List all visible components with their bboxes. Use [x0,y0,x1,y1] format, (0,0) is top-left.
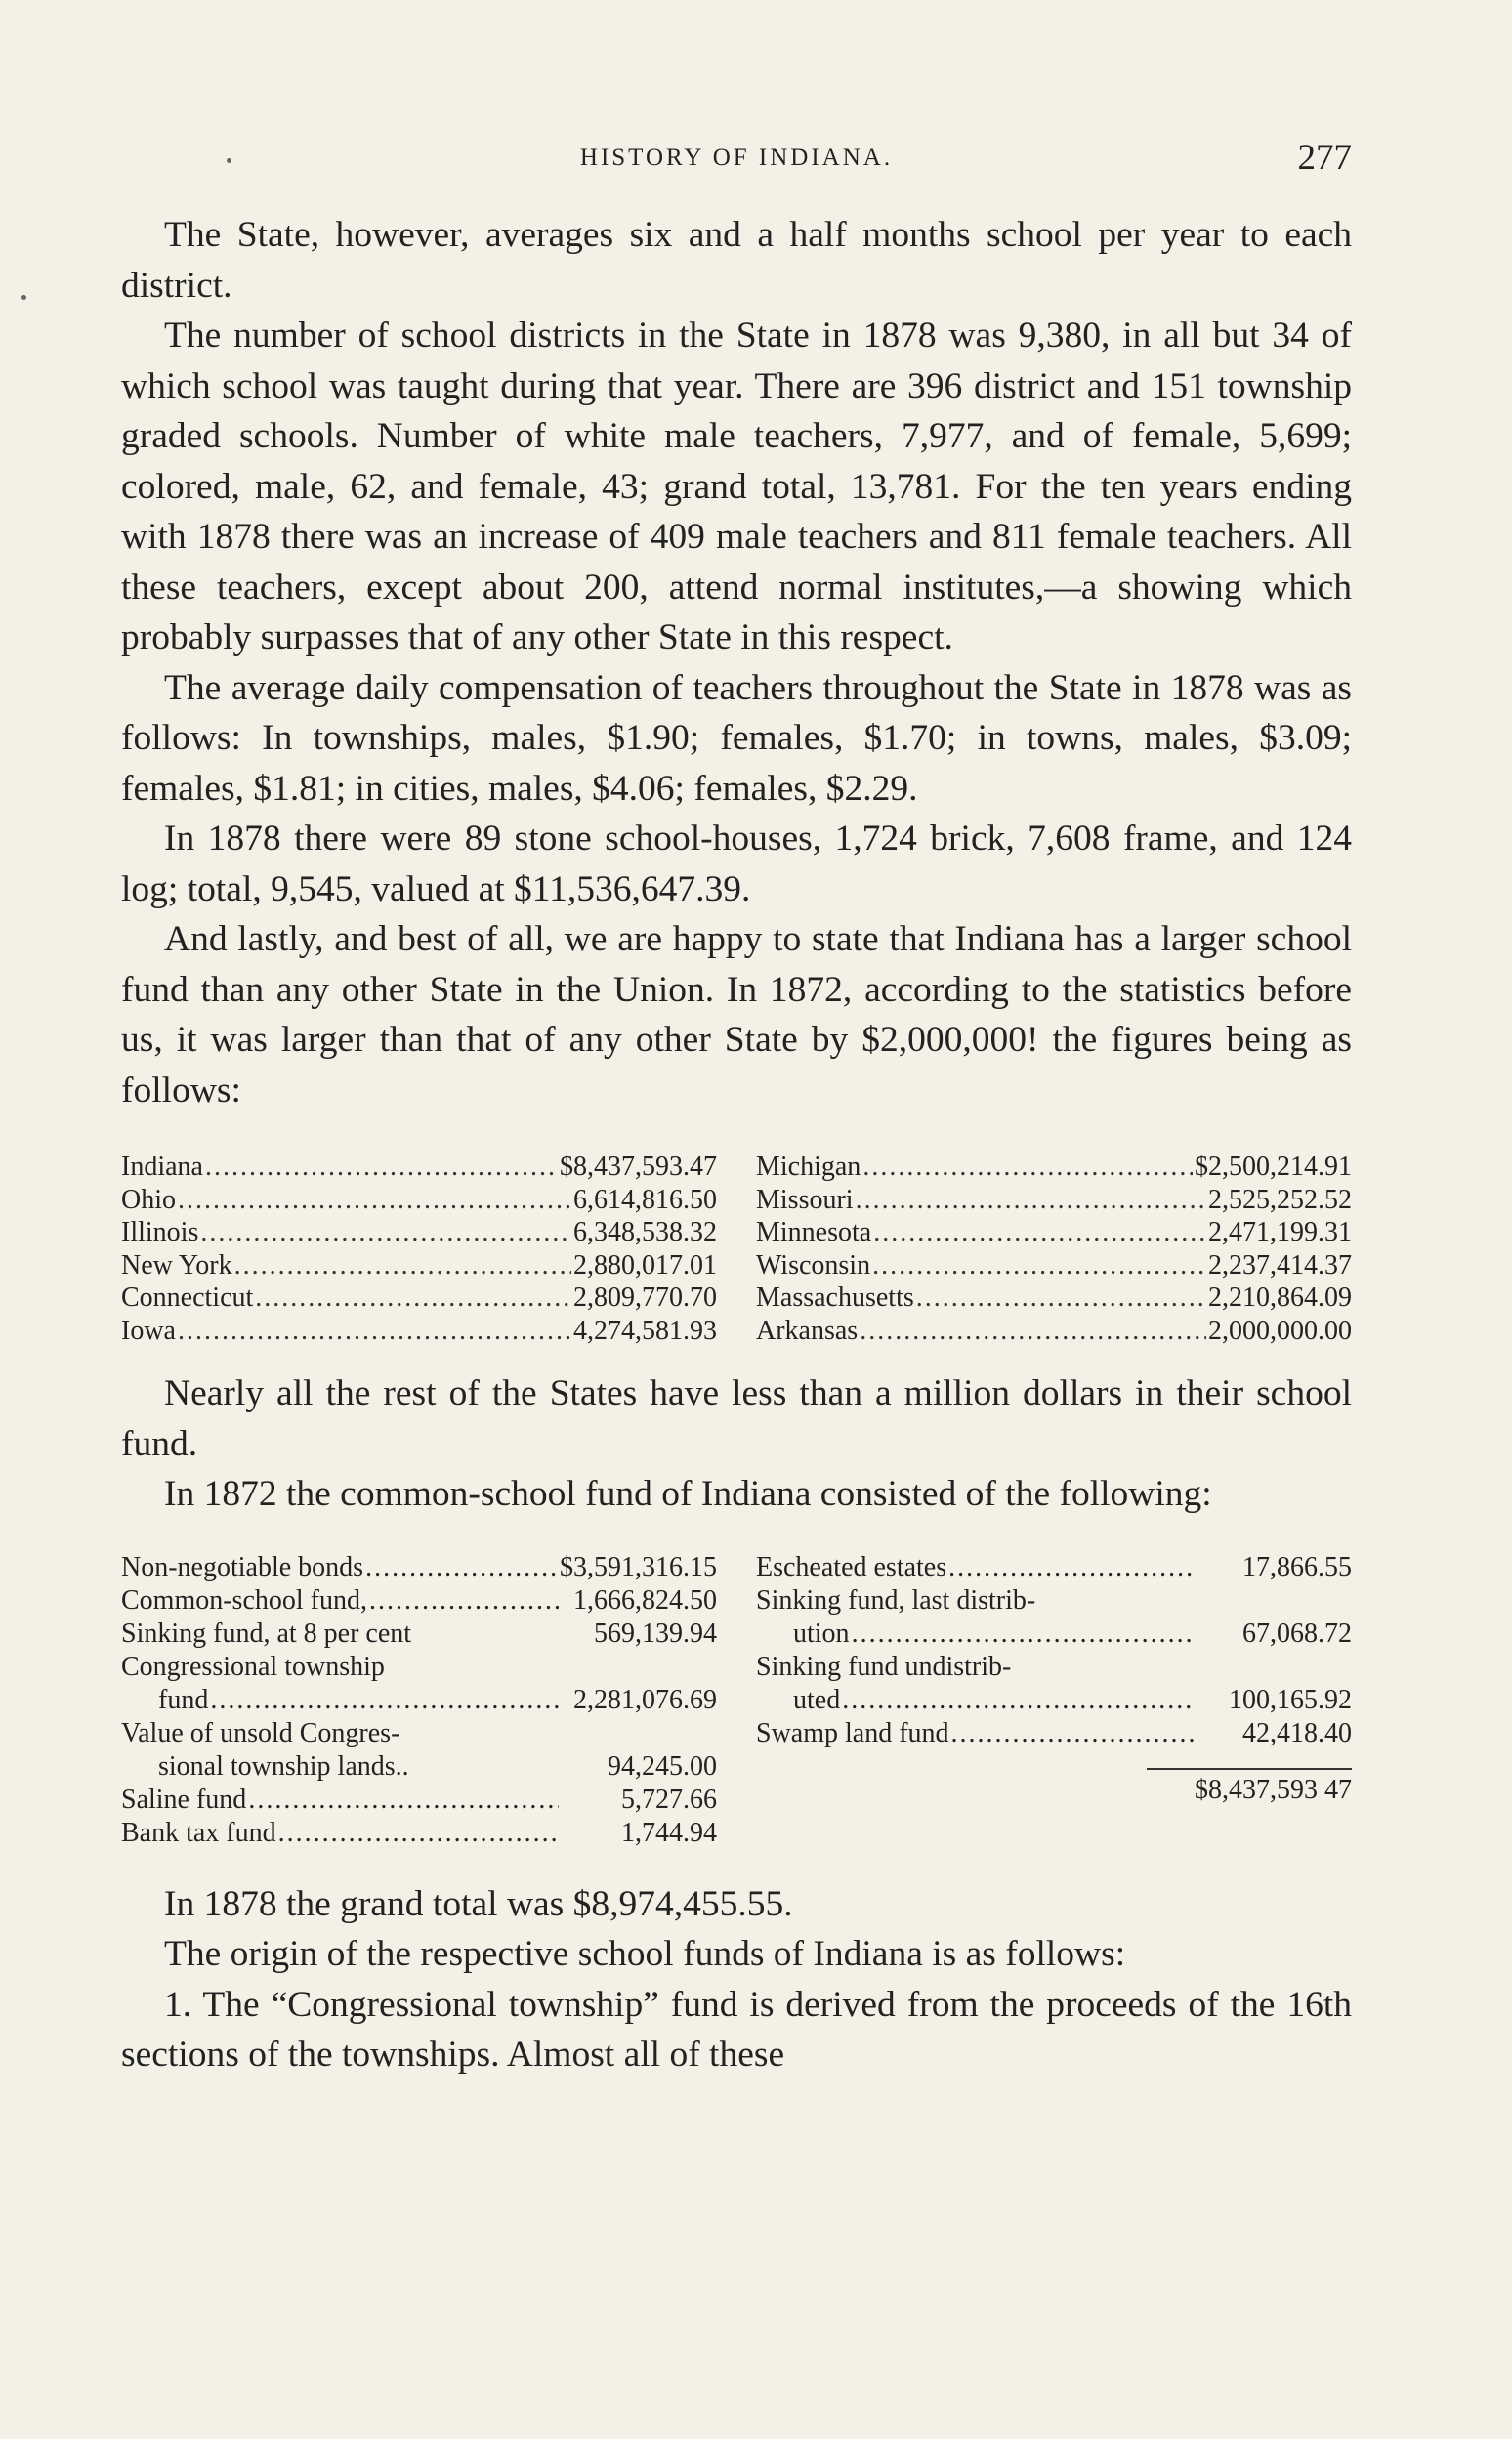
fund-amount: 17,866.55 [1242,1551,1352,1582]
paragraph: 1. The “Congressional township” fund is derived from the proceeds of the 16th sections of the townships. Almost all of these [121,1984,1352,2075]
fund-total: $8,437,593 47 [1195,1774,1352,1805]
dot-leader [856,1184,1206,1217]
fund-amount: 2,237,414.37 [1208,1249,1352,1281]
fund-amount: 2,525,252.52 [1208,1184,1352,1215]
state-name: Arkansas [756,1315,859,1346]
fund-amount: $8,437,593.47 [560,1152,717,1182]
fund-label: Sinking fund, at 8 per cent [121,1618,412,1649]
table-row [121,1282,717,1315]
dot-leader [951,1717,1194,1750]
table-row [756,1184,1352,1217]
paragraph: And lastly, and best of all, we are happy to state that Indiana has a larger school fund than any other State in the Union. In 1872, according to the statistics before us, it was larger than that of any other State by $2,000,000! the figures being as follows: [121,919,1352,1111]
table-row [756,1216,1352,1249]
fund-label: fund [158,1684,209,1715]
table-row [121,1684,717,1717]
fund-amount: 5,727.66 [621,1784,717,1815]
table-row [121,1151,717,1184]
dot-leader [200,1216,571,1249]
fund-label: Congressional township [121,1651,385,1682]
fund-label: Value of unsold Congres- [121,1717,400,1748]
running-head: HISTORY OF INDIANA. [579,145,894,171]
fund-amount: 6,348,538.32 [573,1217,717,1247]
state-name: Michigan [756,1152,861,1182]
fund-label: Saline fund [121,1784,247,1815]
paragraph: Nearly all the rest of the States have less than a million dollars in their school fund. [121,1373,1352,1464]
state-name: Indiana [121,1152,203,1182]
table-row [756,1584,1352,1618]
dot-leader [255,1282,571,1315]
dot-leader [248,1784,559,1817]
state-name: Illinois [121,1217,199,1247]
state-name: Minnesota [756,1217,872,1247]
page-body [121,210,1352,2081]
table-row [121,1216,717,1249]
fund-amount: $2,500,214.91 [1195,1152,1352,1182]
table-row [756,1684,1352,1717]
paragraph: The State, however, averages six and a half months school per year to each district. [121,215,1352,306]
dot-leader [872,1249,1206,1283]
table-row [121,1817,717,1850]
fund-amount: 2,809,770.70 [573,1283,717,1313]
fund-amount: 2,281,076.69 [573,1684,717,1715]
dot-leader [842,1684,1194,1717]
state-name: Missouri [756,1184,854,1215]
dot-leader [852,1618,1194,1651]
page-header [121,137,1352,186]
fund-amount: 1,744.94 [621,1817,717,1848]
dot-leader [873,1216,1206,1249]
table-row [121,1618,717,1651]
fund-amount: 4,274,581.93 [573,1315,717,1346]
composition-column-right [756,1551,1352,1850]
table-row [756,1717,1352,1750]
fund-amount: 94,245.00 [608,1750,717,1782]
table-row [756,1249,1352,1283]
state-name: Massachusetts [756,1283,914,1313]
total-rule [1147,1768,1352,1770]
dot-leader [369,1584,559,1618]
table-row [756,1151,1352,1184]
fund-amount: 2,000,000.00 [1208,1315,1352,1346]
paragraph: The average daily compensation of teachers throughout the State in 1878 was as follows: In townships, males, $1.90; females, $1.70; in towns, males, $3.09; females, $1.81; in cities, males, $4.06; females, $2.29. [121,667,1352,809]
indiana-fund-composition-table [121,1551,1352,1850]
state-name: Wisconsin [756,1249,871,1281]
fund-label: ution [793,1618,850,1649]
fund-amount: $3,591,316.15 [560,1551,717,1582]
fund-label: uted [793,1684,841,1715]
dot-leader [234,1249,571,1283]
fund-label: Sinking fund undistrib- [756,1651,1012,1682]
fund-label: Swamp land fund [756,1717,949,1748]
table-row [121,1717,717,1750]
dot-leader [278,1817,559,1850]
table-row [121,1584,717,1618]
table-row [121,1651,717,1684]
state-fund-column-left [121,1151,717,1347]
table-row [756,1618,1352,1651]
table-row [121,1750,717,1784]
state-name: Iowa [121,1315,176,1346]
table-row [121,1184,717,1217]
print-speck [21,295,26,300]
table-row [121,1315,717,1348]
dot-leader [862,1151,1193,1184]
dot-leader [205,1151,558,1184]
fund-amount: 2,880,017.01 [573,1249,717,1281]
fund-amount: 6,614,816.50 [573,1184,717,1215]
composition-column-left [121,1551,717,1850]
dot-leader [178,1315,571,1348]
fund-amount: 2,471,199.31 [1208,1217,1352,1247]
fund-label: sional township lands.. [158,1750,409,1782]
state-school-fund-table [121,1151,1352,1347]
dot-leader [916,1282,1206,1315]
table-row [121,1249,717,1283]
paragraph: The origin of the respective school funds of Indiana is as follows: [164,1934,1126,1974]
table-row [121,1784,717,1817]
table-row [121,1551,717,1584]
fund-label: Bank tax fund [121,1817,276,1848]
state-name: Connecticut [121,1283,254,1313]
fund-amount: 569,139.94 [594,1618,717,1649]
state-name: New York [121,1249,232,1281]
table-row [756,1651,1352,1684]
paragraph: The number of school districts in the State in 1878 was 9,380, in all but 34 of which school was taught during that year. There are 396 district and 151 township graded schools. Number of white male teachers, 7,977, and of female, 5,699; colored, male, 62, and female, 43; grand total, 13,781. For the ten years ending with 1878 there was an increase of 409 male teachers and 811 female teachers. All these teachers, except about 200, attend normal institutes,—a showing which probably surpasses that of any other State in this respect. [121,315,1352,657]
fund-amount: 1,666,824.50 [573,1584,717,1616]
fund-label: Non-negotiable bonds [121,1551,364,1582]
fund-amount: 42,418.40 [1242,1717,1352,1748]
state-name: Ohio [121,1184,176,1215]
fund-label: Escheated estates [756,1551,947,1582]
page-number: 277 [1297,138,1352,178]
fund-label: Common-school fund, [121,1584,367,1616]
dot-leader [948,1551,1194,1584]
table-row [756,1315,1352,1348]
fund-amount: 2,210,864.09 [1208,1283,1352,1313]
dot-leader [178,1184,571,1217]
table-row [756,1551,1352,1584]
fund-amount: 100,165.92 [1229,1684,1352,1715]
fund-label: Sinking fund, last distrib- [756,1584,1036,1616]
dot-leader [210,1684,559,1717]
paragraph: In 1878 the grand total was $8,974,455.55. [164,1883,793,1924]
dot-leader [860,1315,1206,1348]
state-fund-column-right [756,1151,1352,1347]
paragraph: In 1878 there were 89 stone school-houses, 1,724 brick, 7,608 frame, and 124 log; total, 9,545, valued at $11,536,647.39. [121,819,1352,909]
dot-leader [365,1551,558,1584]
paragraph: In 1872 the common-school fund of Indiana consisted of the following: [164,1474,1212,1514]
table-row [756,1282,1352,1315]
fund-amount: 67,068.72 [1242,1618,1352,1649]
